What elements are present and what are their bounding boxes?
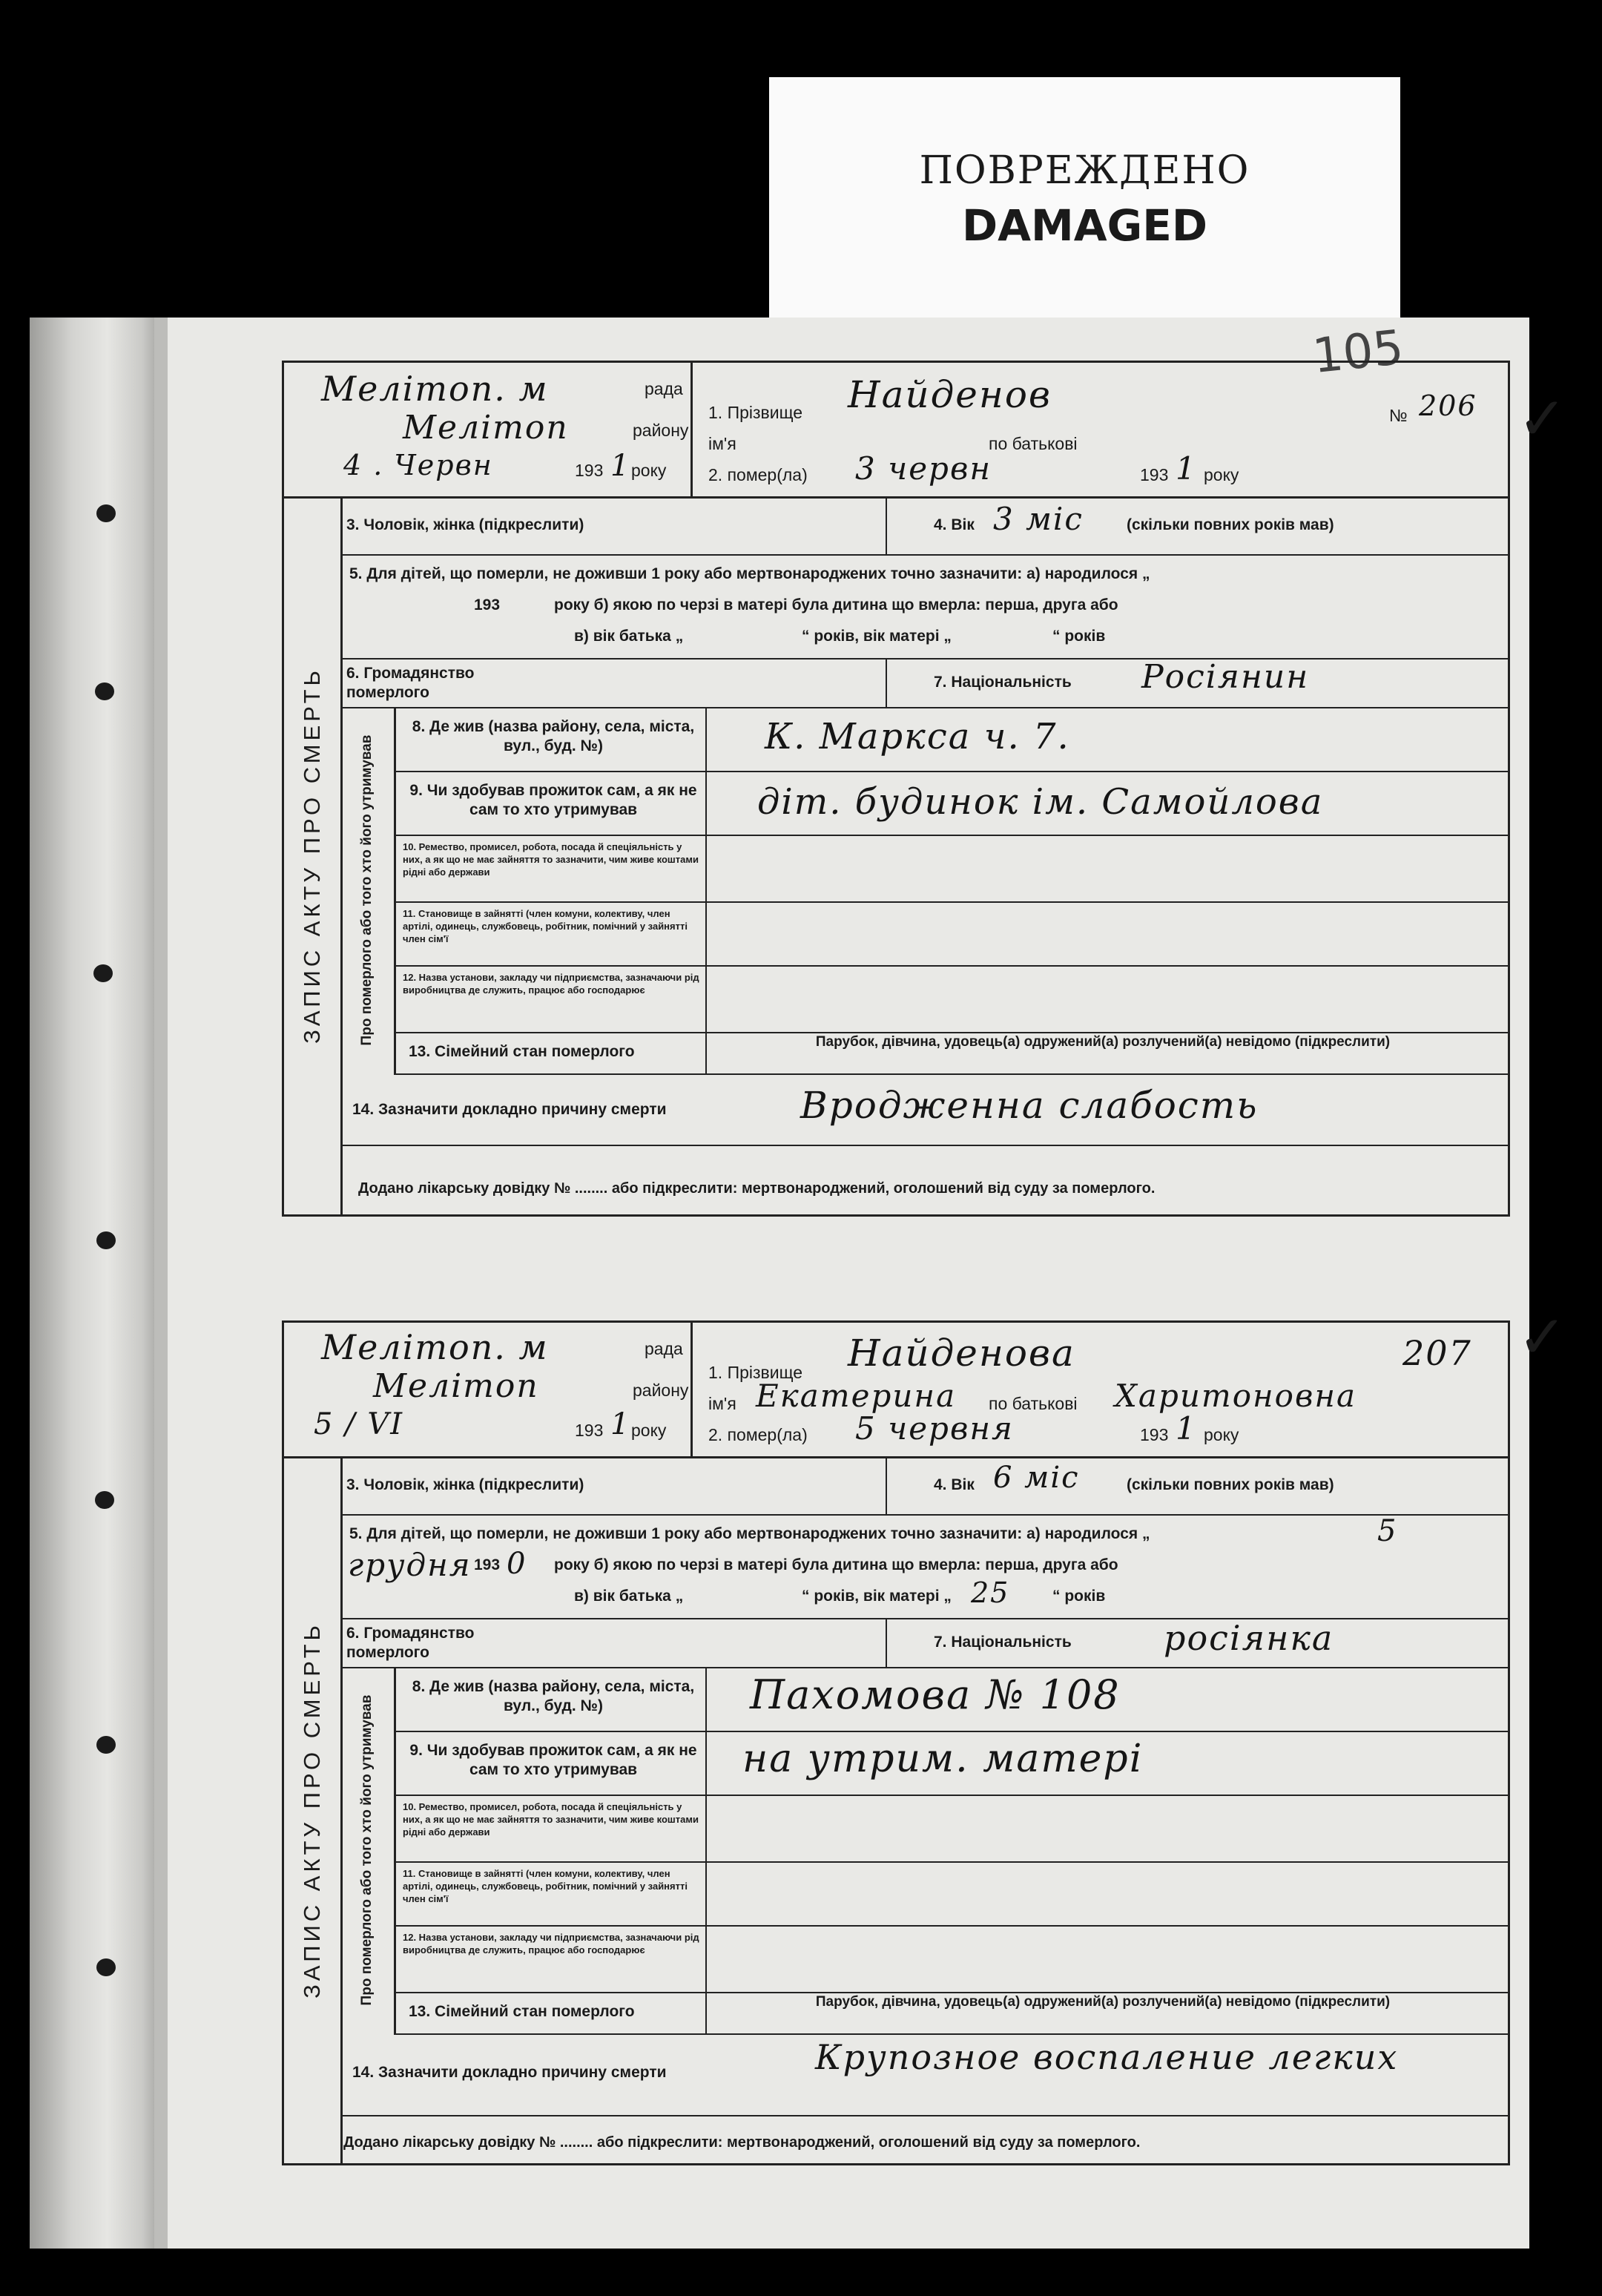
row-children — [340, 1514, 1508, 1619]
council-block — [284, 363, 693, 496]
binding-hole — [93, 964, 113, 982]
marital-label: 13. Сімейний стан померлого — [409, 1043, 635, 1060]
citizenship-label: 6. Громадянство померлого — [346, 665, 475, 701]
residence-label: 8. Де жив (назва району, села, міста, вул., буд. №) — [412, 1678, 695, 1714]
died-year-suffix: року — [1204, 1425, 1239, 1444]
row-marital — [394, 1032, 1508, 1075]
children-line-3: в) вік батька „ — [574, 1588, 684, 1605]
side-title-column — [284, 1456, 343, 2163]
born-year-value: 0 — [507, 1547, 527, 1581]
livelihood-value: на утрим. матері — [742, 1737, 1144, 1781]
side-title: ЗАПИС АКТУ ПРО СМЕРТЬ — [299, 1621, 325, 1999]
children-line-2: року б) якою по черзі в матері була дитина що вмерла: перша, друга або — [554, 1556, 1118, 1573]
livelihood-label: 9. Чи здобував прожиток сам, а як не сам то хто утримував — [409, 782, 697, 818]
number-label: № — [1389, 406, 1408, 425]
reg-year-label: 193 — [575, 1421, 604, 1440]
binding-hole — [96, 1736, 116, 1754]
reg-year-value: 1 — [610, 449, 631, 483]
binding-hole — [95, 1491, 114, 1509]
side-subtitle-column — [340, 1667, 396, 2033]
book-binding — [30, 318, 171, 2249]
marital-options: Парубок, дівчина, удовець(а) одружений(а) розлучений(а) невідомо (підкреслити) — [815, 1994, 1391, 2010]
district-value: Мелітоп — [403, 409, 569, 447]
children-line-2-year: 193 — [474, 1556, 501, 1573]
side-subtitle: Про померлого або того хто його утримував — [359, 1694, 375, 2006]
side-subtitle: Про померлого або того хто його утримував — [359, 734, 375, 1046]
died-label: 2. помер(ла) — [708, 1425, 808, 1444]
record-header — [284, 363, 1508, 499]
sex-label: 3. Чоловік, жінка (підкреслити) — [346, 516, 584, 533]
born-day-value: 5 — [1377, 1514, 1398, 1548]
reg-year-suffix: року — [631, 1421, 667, 1440]
row-residence — [394, 707, 1508, 772]
sex-label: 3. Чоловік, жінка (підкреслити) — [346, 1476, 584, 1493]
occupation-label: 10. Ремество, промисел, робота, посада й спеціяльність у них, а як що не має зайняття то зазначити, чим живе коштами рідні або держави — [403, 841, 699, 878]
row-citizenship — [340, 658, 1508, 708]
reg-year-label: 193 — [575, 461, 604, 480]
livelihood-label: 9. Чи здобував прожиток сам, а як не сам то хто утримував — [409, 1742, 697, 1778]
cause-label: 14. Зазначити докладно причину смерти — [352, 1101, 667, 1118]
row-sex-age — [340, 496, 1508, 556]
side-subtitle-column — [340, 707, 396, 1073]
patronymic-label: по батькові — [989, 434, 1078, 453]
damage-label — [769, 77, 1400, 318]
nationality-label: 7. Національність — [934, 674, 1072, 691]
name-label: ім'я — [708, 434, 736, 453]
born-month-value: грудня — [348, 1547, 472, 1583]
record-number-value: 207 — [1402, 1333, 1472, 1373]
row-occupation — [394, 835, 1508, 903]
died-label: 2. помер(ла) — [708, 465, 808, 484]
row-residence — [394, 1667, 1508, 1732]
children-line-2: року б) якою по черзі в матері була дитина що вмерла: перша, друга або — [554, 596, 1118, 614]
cause-value: Вродженна слабость — [800, 1084, 1259, 1127]
age-value: 6 міс — [993, 1461, 1080, 1495]
certificate-options: або підкреслити: мертвонароджений, оголошений від суду за померлого. — [596, 2134, 1141, 2151]
age-suffix: (скільки повних років мав) — [1127, 516, 1334, 533]
council-block — [284, 1323, 693, 1456]
certificate-label: Додано лікарську довідку № — [343, 2134, 556, 2151]
binding-hole — [96, 1958, 116, 1976]
mother-age-value: 25 — [971, 1576, 1010, 1609]
death-date-value: 5 червня — [855, 1410, 1014, 1447]
marital-label: 13. Сімейний стан померлого — [409, 2003, 635, 2020]
children-line-3c: “ років — [1052, 628, 1106, 645]
row-sex-age — [340, 1456, 1508, 1516]
nationality-label: 7. Національність — [934, 1634, 1072, 1651]
certificate-options: або підкреслити: мертвонароджений, оголошений від суду за померлого. — [611, 1180, 1156, 1197]
record-number-value: 206 — [1419, 389, 1477, 422]
death-record-2 — [282, 1320, 1510, 2165]
row-livelihood — [394, 1731, 1508, 1796]
institution-label: 12. Назва установи, закладу чи підприємства, зазначаючи рід виробництва де служить, працює або господарює — [403, 1932, 699, 1955]
page-number: 105 — [1310, 320, 1406, 385]
side-title-column — [284, 496, 343, 1214]
livelihood-value: діт. будинок ім. Самойлова — [757, 781, 1324, 823]
record-header — [284, 1323, 1508, 1458]
reg-date-value: 4 . Червн — [343, 449, 493, 481]
age-label: 4. Вік — [934, 516, 975, 533]
nationality-value: росіянка — [1164, 1618, 1334, 1658]
patronymic-label: по батькові — [989, 1394, 1078, 1413]
district-value: Мелітоп — [373, 1367, 539, 1405]
patronymic-value: Харитоновна — [1115, 1378, 1357, 1414]
residence-value: Пахомова № 108 — [750, 1671, 1121, 1718]
certificate-line: Додано лікарську довідку № ........ або підкреслити: мертвонароджений, оголошений від суду за померлого. — [358, 1180, 1156, 1197]
row-marital — [394, 1992, 1508, 2035]
position-label: 11. Становище в зайнятті (член комуни, колективу, член артілі, одинець, службовець, робітник, помічний у зайнятті член сім'ї — [403, 908, 688, 944]
marital-options: Парубок, дівчина, удовець(а) одружений(а) розлучений(а) невідомо (підкреслити) — [815, 1034, 1391, 1050]
surname-value: Найденова — [848, 1332, 1075, 1375]
row-institution — [394, 1925, 1508, 1993]
council-value: Мелітоп. м — [321, 1327, 549, 1367]
surname-label: 1. Прізвище — [708, 1363, 803, 1382]
children-line-3: в) вік батька „ — [574, 628, 684, 645]
side-title: ЗАПИС АКТУ ПРО СМЕРТЬ — [299, 667, 325, 1044]
death-date-value: 3 червн — [855, 450, 992, 487]
nationality-value: Росіянин — [1141, 658, 1310, 696]
death-year-value: 1 — [1176, 450, 1197, 487]
age-suffix: (скільки повних років мав) — [1127, 1476, 1334, 1493]
surname-label: 1. Прізвище — [708, 403, 803, 422]
council-label: рада — [645, 379, 683, 398]
reg-year-value: 1 — [610, 1407, 631, 1441]
row-livelihood — [394, 771, 1508, 836]
children-line-1: 5. Для дітей, що померли, не доживши 1 року або мертвонароджених точно зазначити: а) народилося „ — [349, 565, 1150, 582]
damage-label-en: DAMAGED — [961, 200, 1207, 251]
died-year-suffix: року — [1204, 465, 1239, 484]
children-line-3b: “ років, вік матері „ — [802, 628, 952, 645]
binding-hole — [95, 682, 114, 700]
institution-label: 12. Назва установи, закладу чи підприємства, зазначаючи рід виробництва де служить, працює або господарює — [403, 972, 699, 996]
citizenship-label: 6. Громадянство померлого — [346, 1625, 475, 1661]
row-citizenship — [340, 1618, 1508, 1668]
death-record-1 — [282, 361, 1510, 1217]
name-label: ім'я — [708, 1394, 736, 1413]
age-value: 3 міс — [993, 501, 1084, 537]
age-label: 4. Вік — [934, 1476, 975, 1493]
row-institution — [394, 965, 1508, 1033]
children-line-3b: “ років, вік матері „ — [802, 1588, 952, 1605]
row-position — [394, 901, 1508, 967]
death-year-value: 1 — [1176, 1410, 1197, 1447]
binding-hole — [96, 504, 116, 522]
children-line-3c: “ років — [1052, 1588, 1106, 1605]
check-mark: ✓ — [1517, 384, 1568, 453]
reg-date-value: 5 / VI — [314, 1407, 404, 1441]
residence-label: 8. Де жив (назва району, села, міста, вул., буд. №) — [412, 718, 695, 754]
position-label: 11. Становище в зайнятті (член комуни, колективу, член артілі, одинець, службовець, робітник, помічний у зайнятті член сім'ї — [403, 1868, 688, 1904]
row-children — [340, 554, 1508, 659]
certificate-line: Додано лікарську довідку № ........ або підкреслити: мертвонароджений, оголошений від суду за померлого. — [343, 2134, 1141, 2151]
check-mark: ✓ — [1517, 1303, 1568, 1372]
cause-value: Крупозное воспаление легких — [815, 2037, 1399, 2077]
children-line-1: 5. Для дітей, що померли, не доживши 1 року або мертвонароджених точно зазначити: а) народилося „ — [349, 1525, 1150, 1542]
row-occupation — [394, 1795, 1508, 1863]
reg-year-suffix: року — [631, 461, 667, 480]
died-year-label: 193 — [1140, 1425, 1169, 1444]
council-value: Мелітоп. м — [321, 369, 549, 409]
certificate-label: Додано лікарську довідку № — [358, 1180, 571, 1197]
row-cause — [340, 1073, 1508, 1146]
district-label: району — [633, 1381, 689, 1400]
cause-label: 14. Зазначити докладно причину смерти — [352, 2064, 667, 2081]
surname-value: Найденов — [848, 373, 1052, 416]
council-label: рада — [645, 1339, 683, 1358]
row-position — [394, 1861, 1508, 1927]
residence-value: К. Маркса ч. 7. — [765, 716, 1070, 757]
first-name-value: Екатерина — [756, 1378, 957, 1414]
died-year-label: 193 — [1140, 465, 1169, 484]
district-label: району — [633, 421, 689, 440]
children-line-2-year: 193 — [474, 596, 501, 614]
binding-hole — [96, 1231, 116, 1249]
occupation-label: 10. Ремество, промисел, робота, посада й спеціяльність у них, а як що не має зайняття то зазначити, чим живе коштами рідні або держави — [403, 1801, 699, 1838]
damage-label-ru: ПОВРЕЖДЕНО — [919, 148, 1250, 193]
row-cause — [340, 2033, 1508, 2116]
